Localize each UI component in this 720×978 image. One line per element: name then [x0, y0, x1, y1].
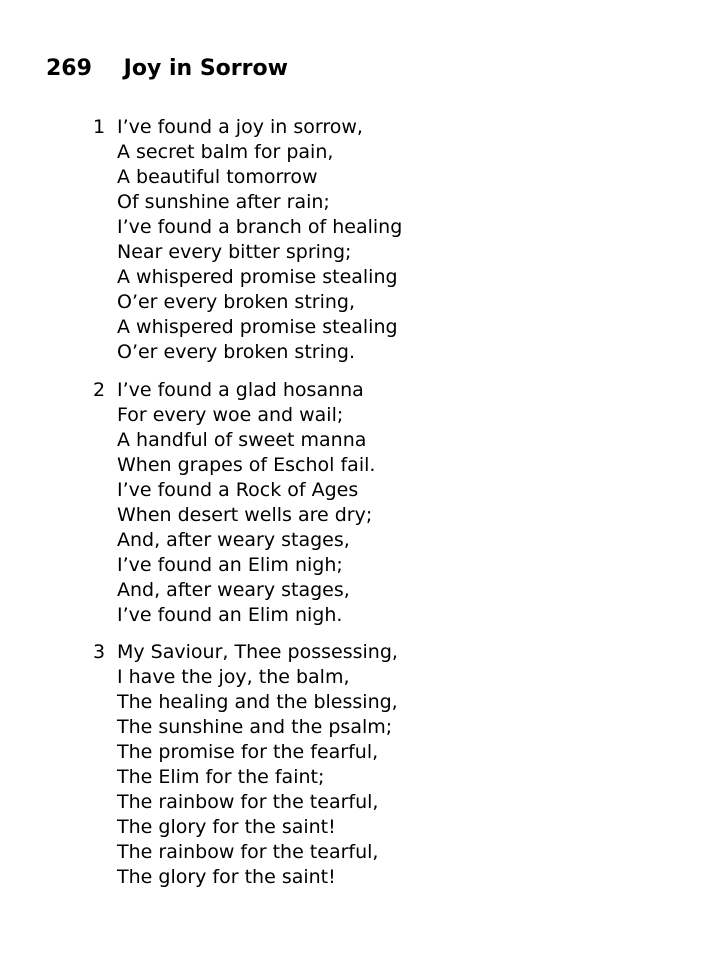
verse-line: A handful of sweet manna	[117, 428, 367, 451]
verse-lines	[0, 378, 720, 628]
hymn-header	[46, 55, 288, 83]
verse-number: 1	[93, 116, 106, 138]
verse-line: I’ve found a branch of healing	[117, 216, 403, 238]
verse-line: When desert wells are dry;	[117, 503, 373, 526]
verse-line: Of sunshine after rain;	[117, 191, 330, 213]
verse-line: I’ve found an Elim nigh;	[117, 553, 343, 576]
hymn-number: 269	[46, 56, 92, 81]
hymn-title: Joy in Sorrow	[123, 56, 288, 81]
verse-line: When grapes of Eschol fail.	[117, 453, 376, 476]
verse-line: O’er every broken string,	[117, 291, 356, 313]
verse-line: The Elim for the faint;	[117, 766, 325, 788]
verse-line: The glory for the saint!	[117, 816, 336, 838]
verse-line: The sunshine and the psalm;	[117, 716, 393, 738]
verse-3	[0, 640, 720, 890]
verse-line: The promise for the fearful,	[117, 741, 379, 763]
verse-line: A beautiful tomorrow	[117, 166, 318, 188]
verse-line: The rainbow for the tearful,	[117, 841, 379, 863]
verse-line: I’ve found a glad hosanna	[117, 378, 364, 401]
verse-lines	[0, 640, 720, 890]
verse-lines	[0, 115, 720, 365]
verse-line: Near every bitter spring;	[117, 241, 352, 263]
verse-line: The healing and the blessing,	[117, 691, 398, 713]
verse-line: And, after weary stages,	[117, 528, 350, 551]
verse-line: I’ve found a joy in sorrow,	[117, 116, 363, 138]
verse-line: And, after weary stages,	[117, 578, 350, 601]
verse-number: 2	[93, 378, 106, 401]
verse-line: For every woe and wail;	[117, 403, 344, 426]
verse-number: 3	[93, 641, 106, 663]
verse-line: A whispered promise stealing	[117, 316, 398, 338]
verse-line: A secret balm for pain,	[117, 141, 334, 163]
verse-line: I have the joy, the balm,	[117, 666, 350, 688]
verse-line: I’ve found an Elim nigh.	[117, 603, 343, 626]
verse-1	[0, 115, 720, 365]
verse-line: The rainbow for the tearful,	[117, 791, 379, 813]
verse-line: I’ve found a Rock of Ages	[117, 478, 359, 501]
verse-2	[0, 378, 720, 628]
verse-line: My Saviour, Thee possessing,	[117, 641, 398, 663]
verses	[0, 115, 720, 903]
verse-line: O’er every broken string.	[117, 341, 356, 363]
verse-line: The glory for the saint!	[117, 866, 336, 888]
verse-line: A whispered promise stealing	[117, 266, 398, 288]
